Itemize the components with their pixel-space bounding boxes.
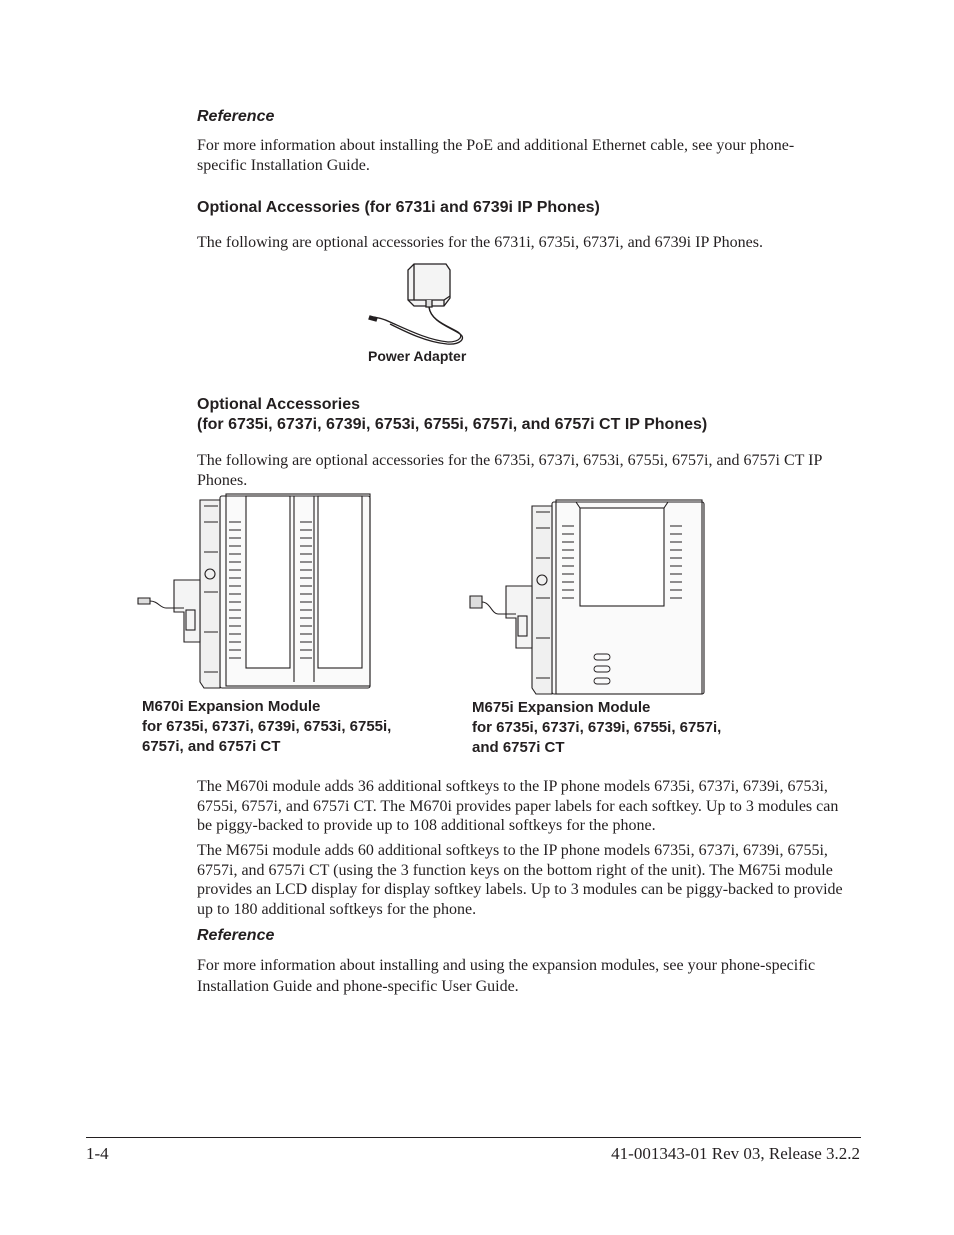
m670i-illustration bbox=[134, 492, 376, 692]
reference-text-2: For more information about installing and using the expansion modules, see your phone-specific Installation Guide and phone-specific User Guide. bbox=[197, 957, 816, 995]
reference-heading: Reference bbox=[197, 108, 275, 125]
section-intro-modules: The following are optional accessories for the 6735i, 6737i, 6753i, 6755i, 6757i, and 6757i CT IP Phones. bbox=[197, 452, 822, 489]
footer-divider bbox=[86, 1137, 861, 1138]
section-intro-6731: The following are optional accessories for the 6731i, 6735i, 6737i, and 6739i IP Phones. bbox=[197, 234, 763, 251]
m675i-caption-line3: and 6757i CT bbox=[472, 739, 565, 756]
reference-text: For more information about installing the PoE and additional Ethernet cable, see your phone-specific Installation Guide. bbox=[197, 137, 795, 174]
m670i-description: The M670i module adds 36 additional softkeys to the IP phone models 6735i, 6737i, 6739i, 6753i, 6755i, 6757i, and 6757i CT. The M670i provides paper labels for each softkey. Up to 3 modules can be piggy-backed to provide up to 108 additional softkeys for the phone. bbox=[197, 778, 839, 834]
footer-doc-id: 41-001343-01 Rev 03, Release 3.2.2 bbox=[611, 1144, 860, 1163]
m675i-illustration bbox=[466, 496, 708, 696]
m670i-caption-line1: M670i Expansion Module bbox=[142, 698, 321, 715]
m675i-description: The M675i module adds 60 additional softkeys to the IP phone models 6735i, 6737i, 6739i, 6755i, 6757i, and 6757i CT (using the 3 function keys on the bottom right of the unit). The M675i module provides an LCD display for display softkey labels. Up to 3 modules can be piggy-backed to provide up to 180 additional softkeys for the phone. bbox=[197, 842, 843, 918]
section-heading-6731: Optional Accessories (for 6731i and 6739i IP Phones) bbox=[197, 199, 600, 216]
reference-heading-2: Reference bbox=[197, 927, 275, 944]
section-heading-modules-line2: (for 6735i, 6737i, 6739i, 6753i, 6755i, 6757i, and 6757i CT IP Phones) bbox=[197, 416, 708, 433]
power-adapter-illustration bbox=[368, 260, 468, 348]
footer-page-number: 1-4 bbox=[86, 1144, 109, 1163]
m675i-caption-line2: for 6735i, 6737i, 6739i, 6755i, 6757i, bbox=[472, 719, 722, 736]
m670i-caption-line2: for 6735i, 6737i, 6739i, 6753i, 6755i, bbox=[142, 718, 392, 735]
m675i-caption-line1: M675i Expansion Module bbox=[472, 699, 651, 716]
m670i-caption-line3: 6757i, and 6757i CT bbox=[142, 738, 281, 755]
section-heading-modules-line1: Optional Accessories bbox=[197, 396, 361, 413]
power-adapter-caption: Power Adapter bbox=[368, 348, 467, 364]
